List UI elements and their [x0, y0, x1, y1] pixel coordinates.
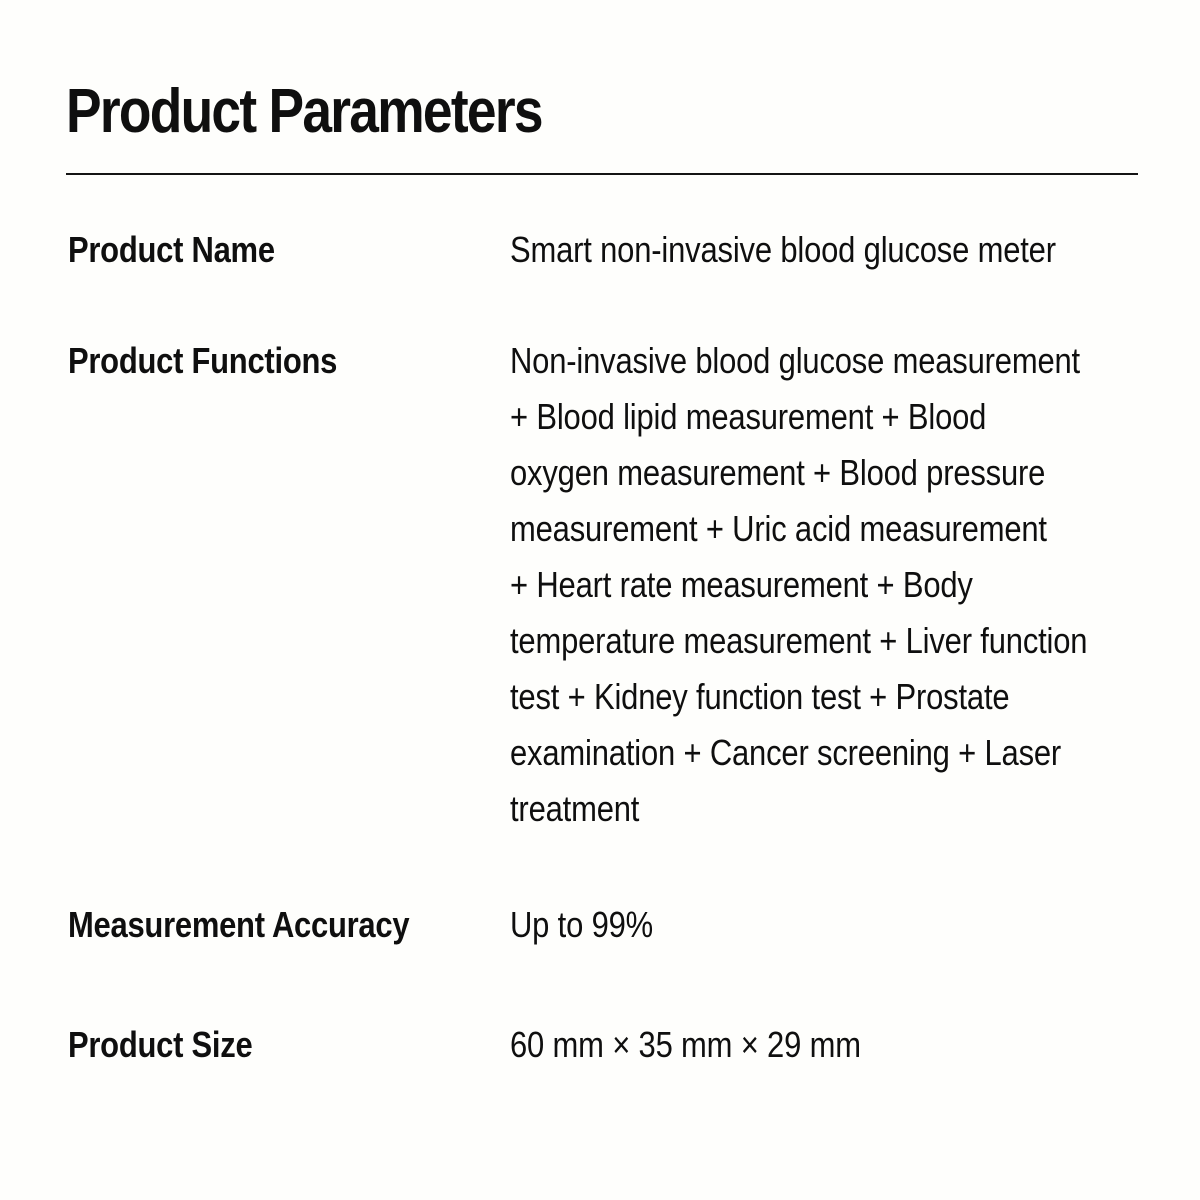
param-value-line: Non-invasive blood glucose measurement — [510, 340, 1080, 381]
param-value-line: measurement + Uric acid measurement — [510, 508, 1047, 549]
param-value-line: 60 mm × 35 mm × 29 mm — [510, 1024, 861, 1065]
param-label: Product Size — [68, 1024, 253, 1065]
title-divider — [66, 173, 1138, 175]
page-title: Product Parameters — [66, 77, 542, 146]
param-value-line: Up to 99% — [510, 904, 654, 945]
param-value-line: Smart non-invasive blood glucose meter — [510, 229, 1056, 270]
param-value — [510, 333, 1088, 837]
param-value — [510, 897, 1060, 953]
param-value — [510, 222, 1060, 278]
param-value-line: oxygen measurement + Blood pressure — [510, 452, 1046, 493]
param-value-line: examination + Cancer screening + Laser — [510, 732, 1062, 773]
param-value-line: test + Kidney function test + Prostate — [510, 676, 1010, 717]
param-label: Product Functions — [68, 340, 338, 381]
param-value-line: temperature measurement + Liver function — [510, 620, 1088, 661]
param-label: Measurement Accuracy — [68, 904, 410, 945]
param-value-line: + Blood lipid measurement + Blood — [510, 396, 987, 437]
param-value — [510, 1017, 1060, 1073]
param-label: Product Name — [68, 229, 275, 270]
param-value-line: + Heart rate measurement + Body — [510, 564, 973, 605]
param-value-line: treatment — [510, 788, 640, 829]
